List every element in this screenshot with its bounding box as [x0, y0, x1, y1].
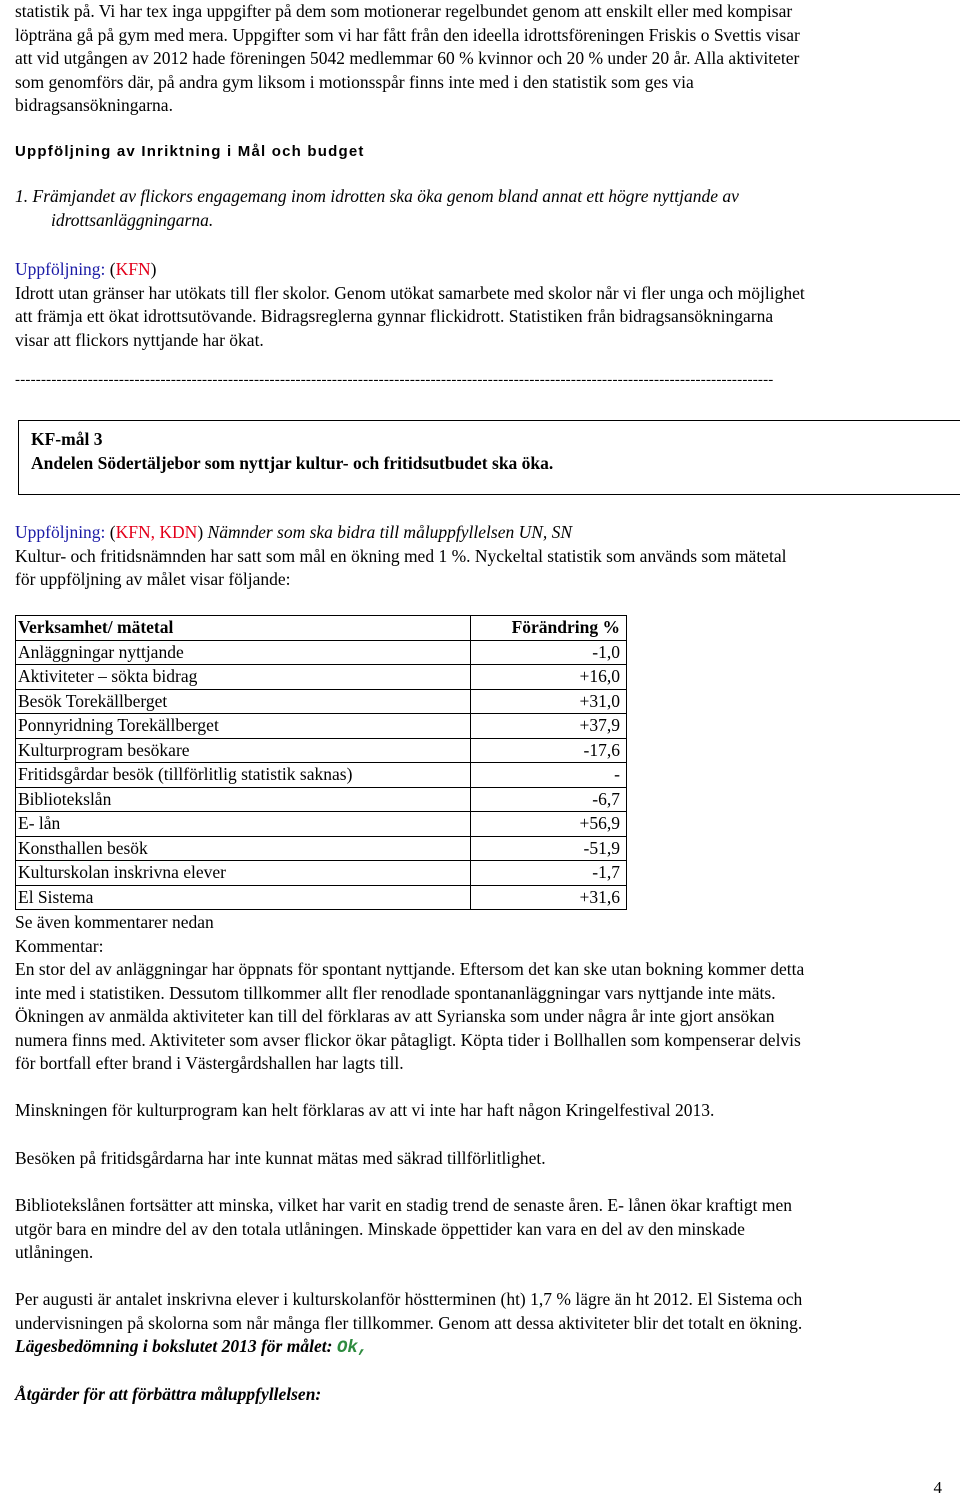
comment-paragraph	[15, 1288, 802, 1361]
see-also-note: Se även kommentarer nedan	[15, 912, 214, 932]
table-cell-label: El Sistema	[16, 885, 471, 910]
table-cell-label: Bibliotekslån	[16, 787, 471, 812]
kf-goal-title: KF-mål 3	[31, 429, 103, 449]
comments-section	[15, 911, 804, 1076]
followup-2	[15, 521, 786, 592]
page-number: 4	[933, 1478, 942, 1497]
table-cell-label: Konsthallen besök	[16, 836, 471, 861]
table-row	[16, 738, 627, 763]
comment-line: utlåningen.	[15, 1242, 94, 1262]
intro-line: löpträna gå på gym med mera. Uppgifter som vi har fått från den ideella idrottsföreningen Friskis o Svettis visar	[15, 24, 800, 45]
comment-line: undervisningen på skolorna som når många fler tillkommer. Genom att dessa aktiviteter blir det totalt en ökning.	[15, 1312, 803, 1333]
statistics-table-body	[16, 616, 627, 910]
comment-paragraph	[15, 1194, 792, 1265]
table-cell-value: -6,7	[471, 787, 627, 812]
table-row	[16, 714, 627, 739]
followup-2-line: för uppföljning av målet visar följande:	[15, 569, 291, 589]
kf-goal-text: Andelen Södertäljebor som nyttjar kultur- och fritidsutbudet ska öka.	[31, 453, 554, 473]
table-cell-value: +31,0	[471, 689, 627, 714]
table-header-cell: Förändring %	[471, 616, 627, 641]
comment-line: numera finns med. Aktiviteter som avser flickor ökar påtagligt. Köpta tider i Bollhallen som kompenserar delvis	[15, 1029, 801, 1050]
comment-label: Kommentar:	[15, 935, 104, 956]
table-row	[16, 885, 627, 910]
comment-line: Per augusti är antalet inskrivna elever i kulturskolanför höstterminen (ht) 1,7 % lägre än ht 2012. El Sistema och	[15, 1289, 803, 1309]
table-cell-value: +56,9	[471, 812, 627, 837]
followup-2-paren: (	[105, 522, 116, 542]
table-row	[16, 665, 627, 690]
followup-1-line: att främja ett ökat idrottsutövande. Bidragsreglerna gynnar flickidrott. Statistiken från bidragsansökningarna	[15, 306, 774, 326]
comment-line: Ökningen av anmälda aktiviteter kan till del förklaras av att Syrianska som under några år inte gjort ansökan	[15, 1006, 775, 1026]
comment-line: för bortfall efter brand i Västergårdshallen har lagts till.	[15, 1053, 404, 1073]
table-row	[16, 689, 627, 714]
table-cell-label: Ponnyridning Torekällberget	[16, 714, 471, 739]
followup-1-org: KFN	[115, 259, 151, 279]
table-cell-value: +31,6	[471, 885, 627, 910]
table-cell-label: E- lån	[16, 812, 471, 837]
followup-1-paren: (	[105, 259, 116, 279]
comment-line: utgör bara en mindre del av den totala utlåningen. Minskade öppettider kan vara en del av den minskade	[15, 1218, 745, 1239]
table-row	[16, 763, 627, 788]
table-header-cell: Verksamhet/ mätetal	[16, 616, 471, 641]
assessment-line	[15, 1335, 802, 1361]
comment-line: Bibliotekslånen fortsätter att minska, vilket har varit en stadig trend de senaste åren. E- lånen ökar kraftigt men	[15, 1195, 793, 1215]
followup-2-line: Kultur- och fritidsnämnden har satt som mål en ökning med 1 %. Nyckeltal statistik som används som mätetal	[15, 545, 787, 566]
table-cell-value: +37,9	[471, 714, 627, 739]
followup-2-paren: )	[197, 522, 204, 542]
comment-paragraph: Besöken på fritidsgårdarna har inte kunnat mätas med säkrad tillförlitlighet.	[15, 1148, 546, 1168]
table-cell-label: Kulturskolan inskrivna elever	[16, 861, 471, 886]
table-cell-label: Fritidsgårdar besök (tillförlitlig statistik saknas)	[16, 763, 471, 788]
table-row	[16, 861, 627, 886]
comment-line: En stor del av anläggningar har öppnats för spontant nyttjande. Eftersom det kan ske utan bokning kommer detta	[15, 959, 805, 979]
followup-heading: Uppföljning av Inriktning i Mål och budget	[15, 143, 365, 160]
assessment-status: Ok,	[336, 1338, 369, 1358]
table-cell-value: -1,7	[471, 861, 627, 886]
table-cell-label: Kulturprogram besökare	[16, 738, 471, 763]
comment-line: inte med i statistiken. Dessutom tillkommer allt fler renodlade spontananläggningar vars nyttjande inte mäts.	[15, 982, 776, 1003]
goal-1-line: idrottsanläggningarna.	[51, 209, 214, 230]
table-cell-label: Anläggningar nyttjande	[16, 640, 471, 665]
table-cell-value: +16,0	[471, 665, 627, 690]
table-cell-value: -51,9	[471, 836, 627, 861]
followup-1	[15, 258, 805, 352]
followup-1-label: Uppföljning:	[15, 259, 106, 279]
goal-1-line: 1. Främjandet av flickors engagemang inom idrotten ska öka genom bland annat ett högre nyttjande av	[15, 186, 739, 206]
intro-paragraph	[15, 0, 800, 118]
table-cell-value: -17,6	[471, 738, 627, 763]
table-row	[16, 812, 627, 837]
table-row	[16, 787, 627, 812]
statistics-table	[15, 615, 627, 910]
comment-paragraph: Minskningen för kulturprogram kan helt förklaras av att vi inte har haft någon Kringelfestival 2013.	[15, 1100, 715, 1120]
intro-line: bidragsansökningarna.	[15, 95, 173, 115]
followup-2-orgs: KFN, KDN	[115, 522, 198, 542]
goal-1	[15, 185, 739, 232]
kf-goal-box	[18, 420, 960, 495]
followup-2-committees: Nämnder som ska bidra till måluppfyllelsen UN, SN	[203, 522, 573, 542]
table-header-row	[16, 616, 627, 641]
followup-1-label-line	[15, 258, 805, 282]
table-cell-label: Aktiviteter – sökta bidrag	[16, 665, 471, 690]
table-row	[16, 836, 627, 861]
table-cell-value: -	[471, 763, 627, 788]
followup-1-line: Idrott utan gränser har utökats till fler skolor. Genom utökat samarbete med skolor når vi fler unga och möjlighet	[15, 282, 805, 303]
intro-line: statistik på. Vi har tex inga uppgifter på dem som motionerar regelbundet genom att enskilt eller med kompisar	[15, 1, 793, 21]
followup-2-label: Uppföljning:	[15, 522, 106, 542]
intro-line: som genomförs där, på andra gym liksom i motionsspår finns inte med i den statistik som ges via	[15, 71, 694, 92]
followup-1-line: visar att flickors nyttjande har ökat.	[15, 329, 264, 350]
actions-heading: Åtgärder för att förbättra måluppfyllelsen:	[15, 1384, 322, 1404]
table-cell-value: -1,0	[471, 640, 627, 665]
followup-1-paren: )	[150, 259, 157, 279]
table-row	[16, 640, 627, 665]
section-divider: --------------------------------------------------------------------------------------------------------------------------------------------------	[15, 372, 774, 388]
intro-line: att vid utgången av 2012 hade föreningen 5042 medlemmar 60 % kvinnor och 20 % under 20 år. Alla aktiviteter	[15, 48, 800, 68]
followup-2-label-line	[15, 521, 786, 545]
assessment-label: Lägesbedömning i bokslutet 2013 för målet:	[15, 1336, 333, 1356]
table-cell-label: Besök Torekällberget	[16, 689, 471, 714]
